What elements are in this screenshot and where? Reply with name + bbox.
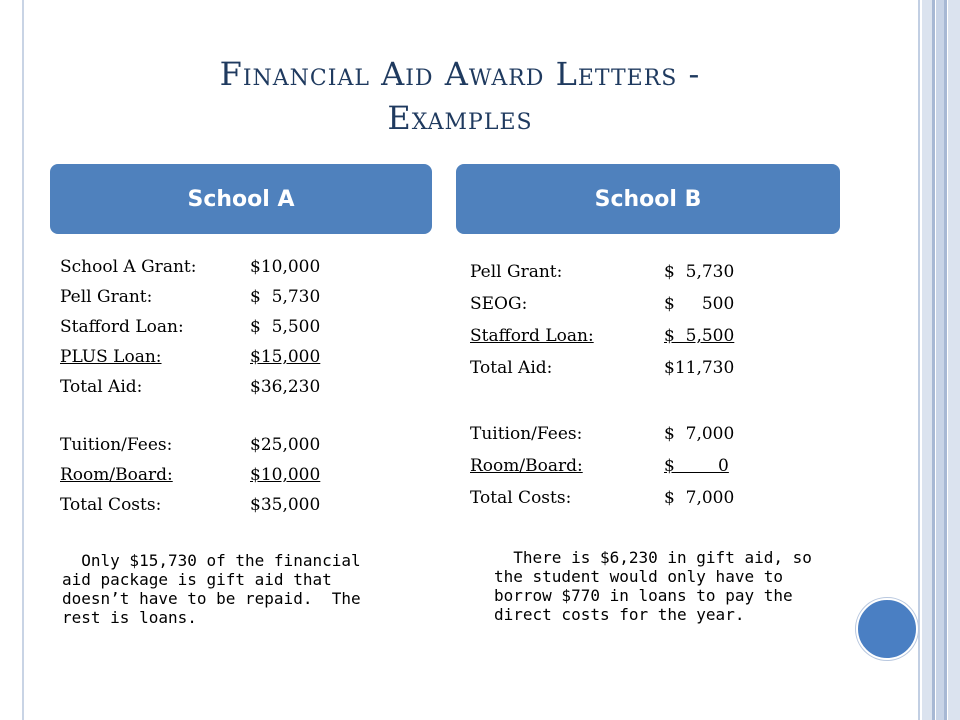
total-aid-row xyxy=(470,352,744,384)
school-a-header: School A xyxy=(50,164,432,234)
cost-row xyxy=(60,460,334,490)
school-a-summary-note: Only $15,730 of the financial aid package is gift aid that doesn’t have to be repaid. The rest is loans. xyxy=(62,551,361,627)
decorative-circle xyxy=(856,598,918,660)
row-label: Stafford Loan: xyxy=(60,317,184,337)
right-stripe xyxy=(948,0,960,720)
row-value: $10,000 xyxy=(250,257,321,277)
row-label: Total Aid: xyxy=(470,358,553,378)
aid-row xyxy=(60,252,334,282)
row-label: Pell Grant: xyxy=(470,262,563,282)
row-value: $ 5,730 xyxy=(250,287,321,307)
row-value: $36,230 xyxy=(250,377,321,397)
row-label: Room/Board: xyxy=(470,456,583,476)
row-value: $ 5,500 xyxy=(664,326,735,346)
right-stripe xyxy=(932,0,935,720)
row-value: $ 7,000 xyxy=(664,424,735,444)
right-stripe xyxy=(944,0,947,720)
total-costs-row xyxy=(470,482,744,514)
row-value: $15,000 xyxy=(250,347,321,367)
row-label: Pell Grant: xyxy=(60,287,153,307)
row-label: Total Costs: xyxy=(60,495,162,515)
row-value: $11,730 xyxy=(664,358,735,378)
total-aid-row xyxy=(60,372,334,402)
right-stripe xyxy=(936,0,944,720)
aid-row xyxy=(470,288,744,320)
cost-row xyxy=(60,430,334,460)
row-label: PLUS Loan: xyxy=(60,347,162,367)
row-label: SEOG: xyxy=(470,294,528,314)
aid-row xyxy=(60,342,334,372)
row-value: $35,000 xyxy=(250,495,321,515)
row-value: $ 5,730 xyxy=(664,262,735,282)
slide-title xyxy=(60,52,860,140)
row-label: Tuition/Fees: xyxy=(60,435,173,455)
cost-row xyxy=(470,418,744,450)
row-label: Stafford Loan: xyxy=(470,326,594,346)
spacer xyxy=(470,384,744,418)
row-label: Room/Board: xyxy=(60,465,173,485)
spacer xyxy=(60,402,334,430)
aid-row xyxy=(470,256,744,288)
right-stripe xyxy=(918,0,920,720)
row-value: $ 5,500 xyxy=(250,317,321,337)
row-value: $ 0 xyxy=(664,456,729,476)
school-b-summary-note: There is $6,230 in gift aid, so the student would only have to borrow $770 in loans to pay the direct costs for the year. xyxy=(494,548,812,624)
school-b-header: School B xyxy=(456,164,840,234)
aid-row xyxy=(470,320,744,352)
row-value: $10,000 xyxy=(250,465,321,485)
school-b-aid-list xyxy=(470,256,744,514)
row-value: $25,000 xyxy=(250,435,321,455)
row-label: School A Grant: xyxy=(60,257,197,277)
row-value: $ 500 xyxy=(664,294,735,314)
total-costs-row xyxy=(60,490,334,520)
row-value: $ 7,000 xyxy=(664,488,735,508)
aid-row xyxy=(60,312,334,342)
row-label: Total Aid: xyxy=(60,377,143,397)
right-stripe xyxy=(922,0,932,720)
left-border-line xyxy=(22,0,24,720)
row-label: Total Costs: xyxy=(470,488,572,508)
slide-title-line-1: Financial Aid Award Letters - xyxy=(219,55,701,93)
slide-title-line-2: Examples xyxy=(387,99,533,137)
aid-row xyxy=(60,282,334,312)
row-label: Tuition/Fees: xyxy=(470,424,583,444)
cost-row xyxy=(470,450,744,482)
school-a-aid-list xyxy=(60,252,334,520)
